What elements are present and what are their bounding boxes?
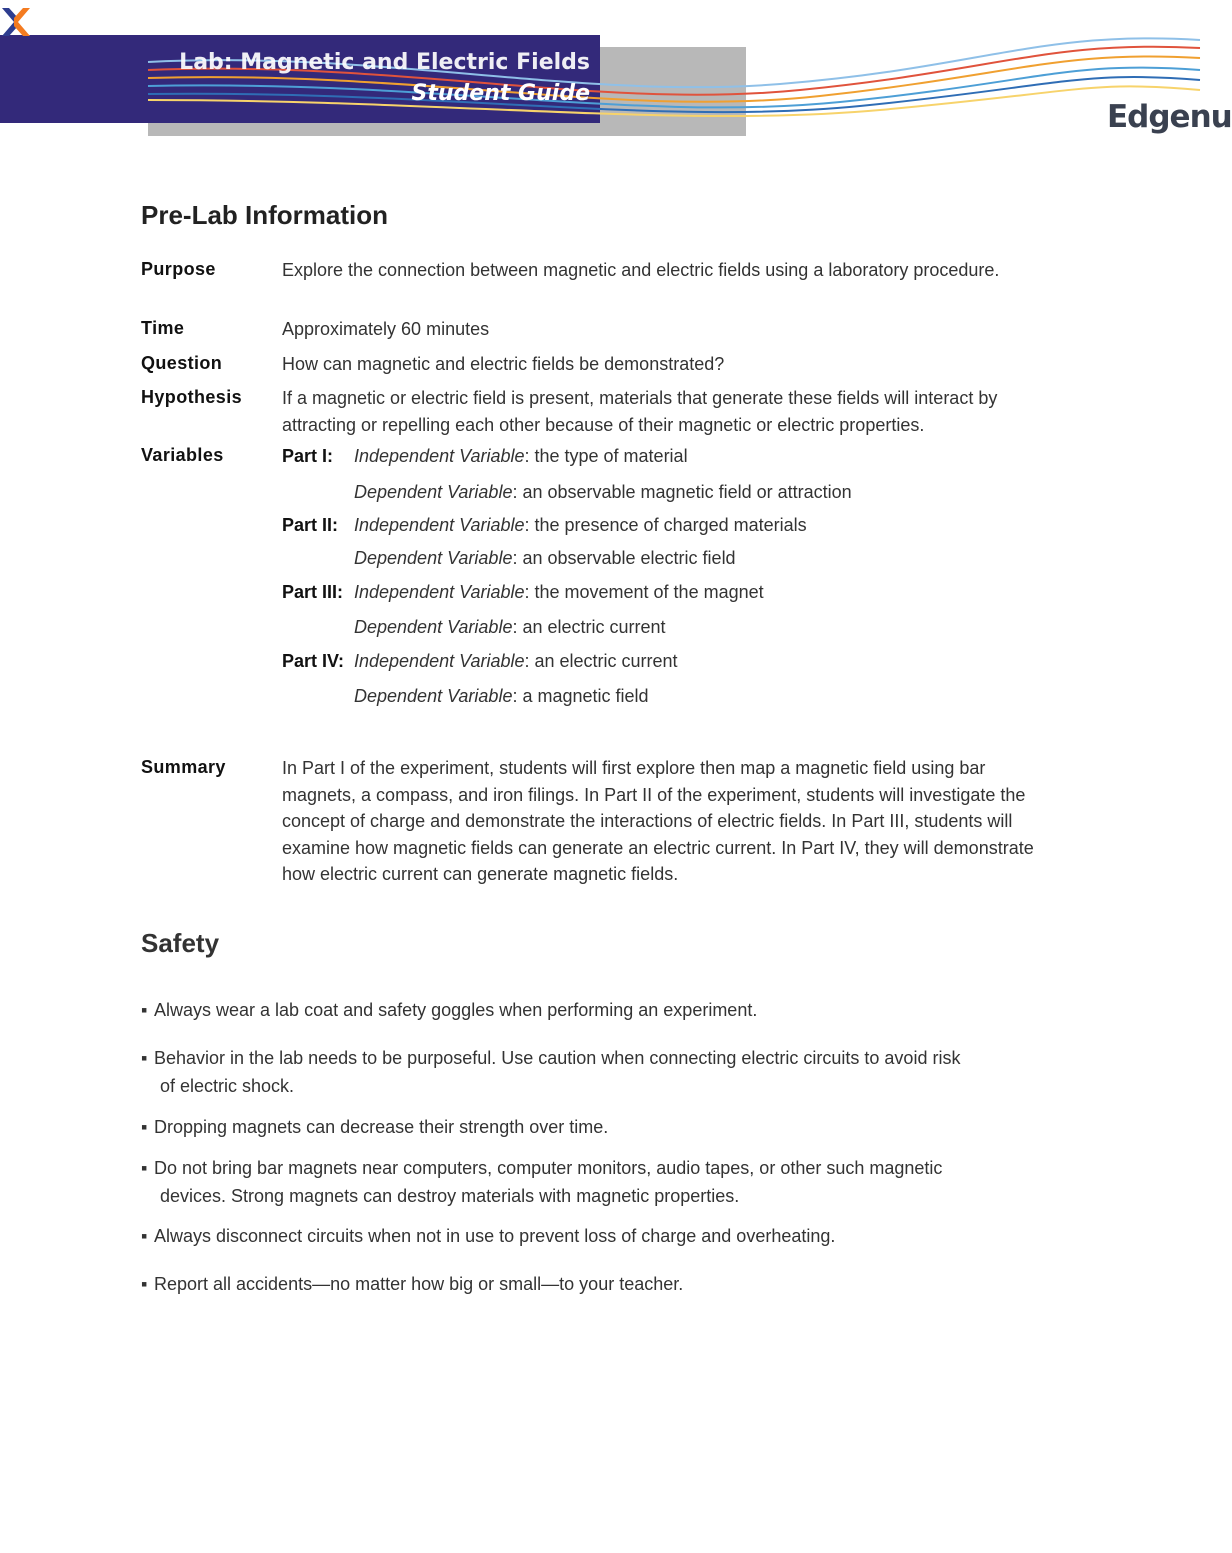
- prelab-heading: Pre-Lab Information: [141, 200, 389, 230]
- bullet-icon: ▪: [141, 1274, 148, 1294]
- bullet-icon: ▪: [141, 1000, 148, 1020]
- variables-part-4-label: Part IV:: [282, 651, 345, 671]
- safety-item: ▪ Dropping magnets can decrease their strength over time.: [141, 1113, 1061, 1141]
- summary-label: Summary: [141, 757, 226, 777]
- time-text: Approximately 60 minutes: [282, 319, 490, 339]
- variables-part-4-dependent: [354, 686, 649, 707]
- variables-label: Variables: [141, 445, 224, 465]
- bullet-icon: ▪: [141, 1226, 148, 1246]
- safety-heading: Safety: [141, 928, 220, 958]
- independent-variable-value: : the presence of charged materials: [524, 515, 807, 535]
- safety-item: ▪ Behavior in the lab needs to be purposeful. Use caution when connecting electric circuits to avoid risk of electric shock.: [141, 1044, 1061, 1100]
- variables-part-1-dependent: [354, 482, 852, 503]
- independent-variable-label: Independent Variable: [354, 651, 525, 671]
- hypothesis-text: If a magnetic or electric field is present, materials that generate these fields will interact by attracting or repelling each other because of their magnetic or electric properties.: [282, 388, 998, 435]
- bullet-icon: ▪: [141, 1158, 148, 1178]
- variables-part-1-independent: [354, 446, 688, 467]
- dependent-variable-value: : a magnetic field: [512, 686, 649, 706]
- dependent-variable-value: : an observable magnetic field or attraction: [512, 482, 852, 502]
- variables-part-3-independent: [354, 582, 764, 603]
- bullet-icon: ▪: [141, 1048, 148, 1068]
- question-label: Question: [141, 353, 223, 373]
- document-header: [0, 0, 1232, 150]
- variables-part-2-independent: [354, 515, 807, 536]
- dependent-variable-value: : an electric current: [512, 617, 666, 637]
- dependent-variable-label: Dependent Variable: [354, 482, 513, 502]
- purpose-label: Purpose: [141, 259, 216, 279]
- variables-part-1-label: Part I:: [282, 446, 334, 466]
- document-title-block: [150, 48, 590, 110]
- lab-title: Lab: Magnetic and Electric Fields: [179, 50, 590, 75]
- independent-variable-value: : an electric current: [524, 651, 678, 671]
- safety-item: ▪ Do not bring bar magnets near computers, computer monitors, audio tapes, or other such magnetic devices. Strong magnets can destroy materials with magnetic properties.: [141, 1154, 1061, 1210]
- purpose-text: Explore the connection between magnetic and electric fields using a laboratory procedure.: [282, 260, 1000, 280]
- summary-text: In Part I of the experiment, students will first explore then map a magnetic field using bar magnets, a compass, and iron filings. In Part II of the experiment, students will investigate the concept of charge and demonstrate the interactions of electric fields. In Part III, students will examine how magnetic fields can generate an electric current. In Part IV, they will demonstrate how electric current can generate magnetic fields.: [282, 758, 1034, 884]
- dependent-variable-value: : an observable electric field: [512, 548, 736, 568]
- dependent-variable-label: Dependent Variable: [354, 686, 513, 706]
- variables-part-3-dependent: [354, 617, 666, 638]
- safety-item: ▪ Always disconnect circuits when not in use to prevent loss of charge and overheating.: [141, 1222, 1061, 1250]
- safety-item: ▪ Report all accidents—no matter how big or small—to your teacher.: [141, 1270, 1061, 1298]
- safety-item: ▪ Always wear a lab coat and safety goggles when performing an experiment.: [141, 996, 1061, 1024]
- variables-part-2-dependent: [354, 548, 736, 569]
- independent-variable-label: Independent Variable: [354, 446, 525, 466]
- independent-variable-label: Independent Variable: [354, 515, 525, 535]
- hypothesis-label: Hypothesis: [141, 387, 243, 407]
- student-guide-label: Student Guide: [411, 81, 590, 106]
- question-text: How can magnetic and electric fields be demonstrated?: [282, 354, 725, 374]
- bullet-icon: ▪: [141, 1117, 148, 1137]
- variables-part-4-independent: [354, 651, 678, 672]
- independent-variable-value: : the type of material: [524, 446, 688, 466]
- variables-part-2-label: Part II:: [282, 515, 339, 535]
- edgenuity-x-icon: [0, 0, 34, 44]
- dependent-variable-label: Dependent Variable: [354, 617, 513, 637]
- dependent-variable-label: Dependent Variable: [354, 548, 513, 568]
- independent-variable-value: : the movement of the magnet: [524, 582, 764, 602]
- independent-variable-label: Independent Variable: [354, 582, 525, 602]
- variables-part-3-label: Part III:: [282, 582, 344, 602]
- brand-name: Edgenu: [1107, 99, 1232, 135]
- time-label: Time: [141, 318, 185, 338]
